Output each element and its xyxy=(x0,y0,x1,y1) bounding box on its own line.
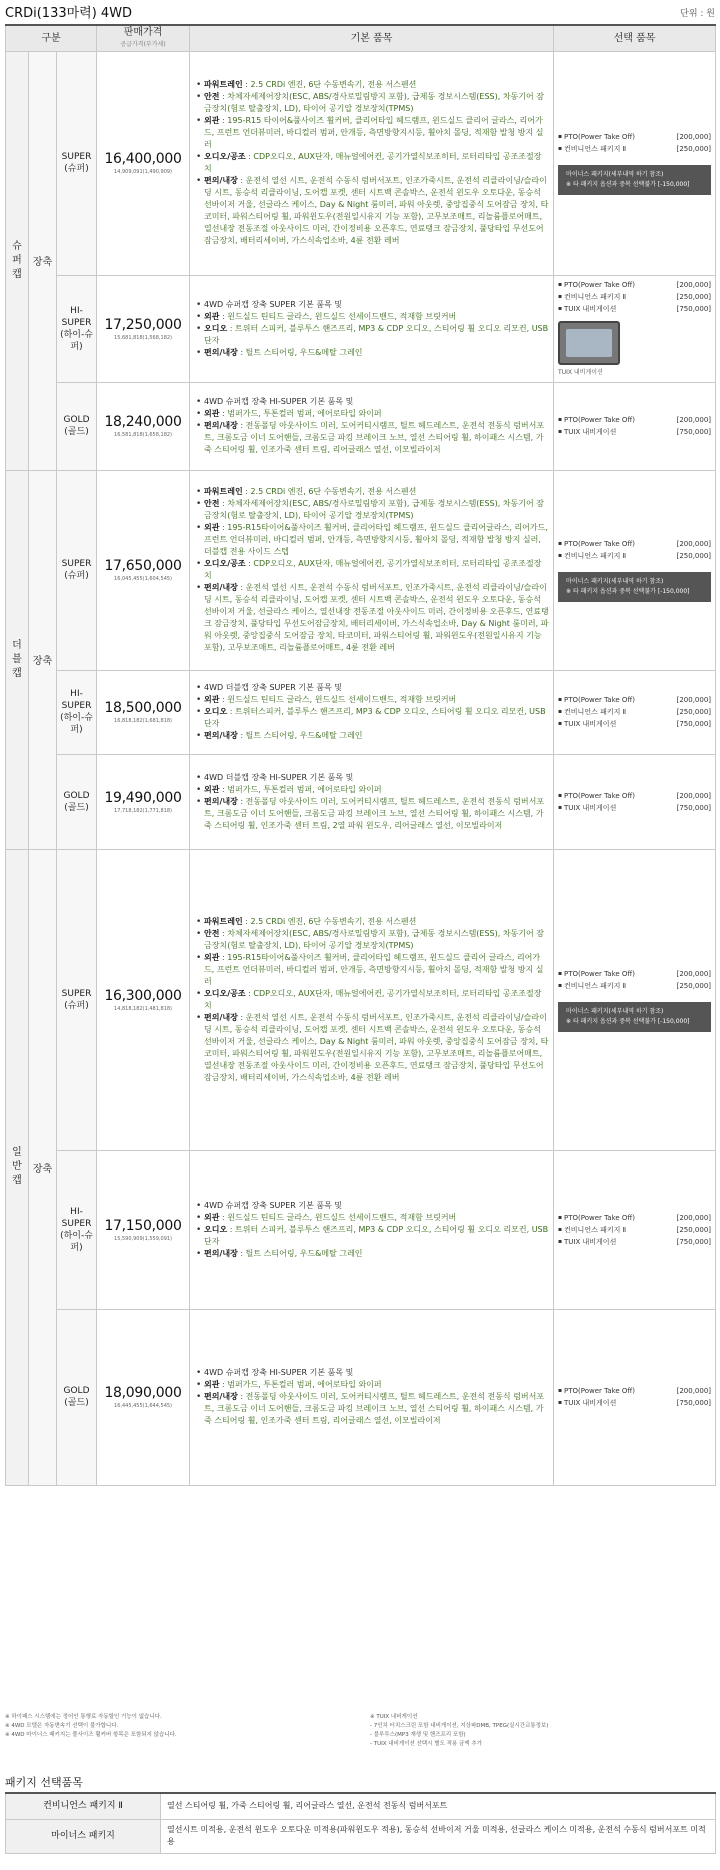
basic-item-category: 편의/내장 xyxy=(204,583,238,592)
basic-item xyxy=(196,115,549,151)
trim-name-cell: HI-SUPER (하이-슈퍼) xyxy=(57,275,97,382)
footnotes-left xyxy=(5,1713,305,1740)
basic-item-text: : 전동폴딩 아웃사이드 미러, 도어커티시램프, 틸트 헤드레스트, 운전석 전동식 럼버서포트, 크롬도금 이너 도어핸들, 크롬도금 파킹 브레이크 노브, 열선 스티어링 휠, 하이패스 시스템, 가죽 스티어링 휠, 인조가죽 센터 트림, 2열 파워 윈도우, 리어글래스 열선, 이모빌라이저 xyxy=(204,796,545,830)
price-cell xyxy=(97,670,190,754)
basic-item xyxy=(196,1224,549,1248)
option-item xyxy=(558,1224,711,1236)
basic-items-cell xyxy=(190,382,554,470)
footnotes-right xyxy=(370,1713,690,1749)
option-price: [200,000] xyxy=(676,416,712,424)
col-header-option: 선택 품목 xyxy=(554,25,716,51)
basic-item-category: 오디오/공조 xyxy=(204,559,246,568)
footnote-line: ※ 하이패스 시스템에는 정어인 통행료 자동할인 기능이 없습니다. xyxy=(5,1714,162,1720)
footnote-line: - 블루투스(MP3 재생 및 핸즈프리 포함) xyxy=(370,1732,466,1738)
option-items-cell xyxy=(554,275,716,382)
basic-items-list xyxy=(196,916,549,1084)
basic-item-text: : 범퍼가드, 투톤컬러 범퍼, 에어로타입 와이퍼 xyxy=(219,784,382,794)
basic-item-text: : 운전석 열선 시트, 운전석 수동식 럼버서포트, 인조가죽시트, 운전석 리클라이닝/슬라이딩 시트, 동승석 리클라이닝, 도어캡 포켓, 센터 시트백 콘솔박스, 운전석 윈도우 오토다운, 동승석 선바이저 거울, 선글라스 케이스, Day & Night 룸미러, 파워 아웃렛, 중앙집중식 도어잠금 장치, 타코미터, 파워스티어링 휠, 파워윈도우(전원일시유지 기능 포함), 고무보조매트, 리놀륨플로어매트, 열선내장 전동조절 아웃사이드 미러, 간이정비용 오픈후드, 연료탱크 잠금장치, 풀당타입 무선도어잠금장치, 배터리세이버, 가스식속업소바, 4륜 전환 레버 xyxy=(204,176,549,245)
table-row xyxy=(6,51,716,275)
basic-item-text: : 전동폴딩 아웃사이드 미러, 도어커티시램프, 틸트 헤드레스트, 운전석 전동식 럼버서포트, 크롬도금 이너 도어핸들, 크롬도금 파킹 브레이크 노브, 열선 스티어링 휠, 하이패스 시스템, 가죽 스티어링 휠, 인조가죽 센터 트림, 리어글래스 열선, 이모빌라이저 xyxy=(204,1392,545,1425)
package-description: 열선시트 미적용, 운전석 윈도우 오토다운 미적용(파워윈도우 적용), 동승석 선바이저 거울 미적용, 선글라스 케이스 미적용, 운전석 수동식 럼버서포트 미적용 xyxy=(161,1819,716,1853)
basic-item-category: 외관 xyxy=(204,523,220,532)
basic-item xyxy=(196,323,549,347)
wheelbase-cell: 장축 xyxy=(29,51,57,470)
price-supply-value: 16,045,455(1,604,545) xyxy=(114,576,173,582)
option-name: ▪ PTO(Power Take Off) xyxy=(558,538,635,550)
basic-item-text: : 운전석 열선 시트, 운전석 수동식 럼버서포트, 인조가죽시트, 운전석 리클라이닝/슬라이딩 시트, 동승석 리클라이닝, 도어캡 포켓, 센터 시트백 콘솔박스, 운전석 윈도우 오토다운, 동승석 선바이저 거울, 선글라스 케이스, 열선내장 전동조절 아웃사이드 미러, 간이정비용 오픈후드, 연료탱크 잠금장치, 풀당타입 무선도어잠금장치, 배터리세이버, 가스식속업소바, Day & Night 룸미러, 파워 아웃렛, 중앙집중식 도어잠금 장치, 타코미터, 파워스티어링 휠, 파워윈도우(전원일시유지 기능 포함), 고무보조매트, 리놀륨플로어매트, 4륜 전환 레버 xyxy=(204,583,549,652)
basic-item-category: 편의/내장 xyxy=(204,347,238,357)
option-name: ▪ PTO(Power Take Off) xyxy=(558,790,635,802)
basic-item-text: : 차체자세제어장치(ESC, ABS/경사로밀림방지 포함), 급제동 경보시스템(ESS), 차동기어 잠금장치(험로 탈출장치, LD), 타이어 공기압 경보장치(TPMS) xyxy=(204,928,545,950)
option-name: ▪ TUIX 내비게이션 xyxy=(558,802,616,814)
navigation-image xyxy=(558,321,620,365)
col-header-group: 구분 xyxy=(6,25,97,51)
option-name: ▪ PTO(Power Take Off) xyxy=(558,1212,635,1224)
basic-item-category: 파워트레인 xyxy=(204,916,243,926)
basic-item-category: 외관 xyxy=(204,784,220,794)
basic-item xyxy=(196,175,549,247)
footnotes xyxy=(5,1713,715,1753)
option-name: ▪ PTO(Power Take Off) xyxy=(558,968,635,980)
price-value: 17,650,000 xyxy=(104,558,182,574)
cab-type-cell xyxy=(6,470,29,849)
basic-item-category: 오디오/공조 xyxy=(204,988,246,998)
basic-item xyxy=(196,730,549,742)
wheelbase-cell: 장축 xyxy=(29,470,57,849)
option-items-cell xyxy=(554,754,716,849)
option-item xyxy=(558,131,711,143)
basic-item-text: : 2.5 CRDi 엔진, 6단 수동변속기, 전용 서스펜션 xyxy=(242,80,417,89)
price-cell xyxy=(97,849,190,1150)
basic-item xyxy=(196,1391,549,1427)
package-row xyxy=(6,1793,716,1819)
option-item xyxy=(558,706,711,718)
basic-item-text: : 195-R15타이어&풀사이즈 휠커버, 클리어타입 헤드램프, 윈드실드 클리어 글라스, 리어가드, 프런트 언더뷰미러, 바디컬러 범퍼, 안개등, 측면방향지시등, 휠아치 몰딩, 적재함 발청 방지 실러 xyxy=(204,952,544,986)
table-row xyxy=(6,470,716,670)
option-item xyxy=(558,550,711,562)
trim-name-cell: SUPER (슈퍼) xyxy=(57,51,97,275)
basic-item-category: 오디오 xyxy=(204,1224,228,1234)
option-item xyxy=(558,718,711,730)
option-price: [750,000] xyxy=(676,1399,712,1407)
cab-type-cell xyxy=(6,51,29,470)
option-price: [750,000] xyxy=(676,428,712,436)
basic-item-text: : 틸트 스티어링, 우드&메탈 그레인 xyxy=(237,347,363,357)
basic-item xyxy=(196,311,549,323)
option-price: [750,000] xyxy=(676,720,712,728)
footnote-line: - 7인치 터치스크린 포함 내비게이션, 지상파DMB, TPEG(실시간교통정보) xyxy=(370,1723,549,1729)
basic-items-list xyxy=(196,1200,549,1260)
basic-item-text: : CDP오디오, AUX단자, 매뉴얼에어컨, 공기가열식보조히터, 로터리타입 공조조절장치 xyxy=(204,988,542,1010)
trim-name-cell: SUPER (슈퍼) xyxy=(57,849,97,1150)
basic-item-text: : 윈드실드 틴티드 글라스, 윈드실드 선세이드밴드, 적재함 브릿커버 xyxy=(219,695,457,704)
basic-item xyxy=(196,796,549,832)
minus-package-title: 마이너스 패키지(세부내역 하기 참조) xyxy=(566,171,664,178)
basic-item xyxy=(196,682,549,694)
option-price: [200,000] xyxy=(676,540,712,548)
table-row xyxy=(6,275,716,382)
option-name: ▪ TUIX 내비게이션 xyxy=(558,1397,616,1409)
price-cell xyxy=(97,51,190,275)
option-name: ▪ PTO(Power Take Off) xyxy=(558,131,635,143)
option-items-cell xyxy=(554,382,716,470)
option-item xyxy=(558,802,711,814)
basic-item-text: : 틸트 스티어링, 우드&메탈 그레인 xyxy=(237,731,363,740)
price-cell xyxy=(97,754,190,849)
table-row xyxy=(6,1309,716,1485)
minus-package-box xyxy=(558,165,711,195)
option-name: ▪ 컨비니언스 패키지 Ⅱ xyxy=(558,550,626,562)
option-items-cell xyxy=(554,1309,716,1485)
option-name: ▪ PTO(Power Take Off) xyxy=(558,1385,635,1397)
option-item xyxy=(558,538,711,550)
option-name: ▪ 컨비니언스 패키지 Ⅱ xyxy=(558,291,626,303)
basic-item xyxy=(196,1200,549,1212)
option-name: ▪ 컨비니언스 패키지 Ⅱ xyxy=(558,706,626,718)
option-name: ▪ TUIX 내비게이션 xyxy=(558,718,616,730)
basic-item-category: 외관 xyxy=(204,409,220,418)
trim-name-cell: GOLD (골드) xyxy=(57,382,97,470)
basic-item-category: 오디오/공조 xyxy=(204,152,246,161)
minus-package-title: 마이너스 패키지(세부내역 하기 참조) xyxy=(566,1007,664,1015)
option-price: [250,000] xyxy=(676,145,712,153)
basic-item xyxy=(196,396,549,408)
option-item xyxy=(558,291,711,303)
option-item xyxy=(558,1385,711,1397)
basic-item xyxy=(196,582,549,654)
trim-name-cell: HI-SUPER (하이-슈퍼) xyxy=(57,1150,97,1309)
price-cell xyxy=(97,1150,190,1309)
basic-item-text: : 윈드실드 틴티드 글라스, 윈드실드 선세이드밴드, 적재함 브릿커버 xyxy=(219,1212,457,1222)
price-supply-value: 15,590,909(1,559,091) xyxy=(114,1235,173,1242)
price-supply-value: 14,909,091(1,490,909) xyxy=(114,169,173,175)
package-description: 열선 스티어링 휠, 가죽 스티어링 휠, 리어글라스 열선, 운전석 전동식 럼버서포트 xyxy=(161,1793,716,1819)
basic-item-text: 4WD 슈퍼캡 장축 SUPER 기본 품목 및 xyxy=(204,1200,343,1210)
trim-name-cell: GOLD (골드) xyxy=(57,754,97,849)
basic-items-cell xyxy=(190,470,554,670)
option-price: [200,000] xyxy=(676,969,712,978)
basic-item xyxy=(196,784,549,796)
option-name: ▪ TUIX 내비게이션 xyxy=(558,426,616,438)
basic-item-text: 4WD 슈퍼캡 장축 HI-SUPER 기본 품목 및 xyxy=(204,1368,354,1377)
minus-package-note: ※ 타 패키지 옵션과 중복 선택불가 [-150,000] xyxy=(566,588,690,595)
basic-item-text: : 틸트 스티어링, 우드&메탈 그레인 xyxy=(237,1248,363,1258)
option-items-cell xyxy=(554,670,716,754)
price-value: 18,090,000 xyxy=(104,1385,182,1401)
wheelbase-cell: 장축 xyxy=(29,849,57,1485)
basic-item-category: 편의/내장 xyxy=(204,1392,238,1401)
price-value: 18,500,000 xyxy=(104,700,182,716)
basic-item xyxy=(196,420,549,456)
basic-item-category: 안전 xyxy=(204,92,220,101)
basic-item xyxy=(196,91,549,115)
table-body xyxy=(6,51,716,1485)
package-table xyxy=(5,1792,716,1854)
price-value: 19,490,000 xyxy=(104,789,182,806)
basic-item-text: 4WD 더블캡 장축 SUPER 기본 품목 및 xyxy=(204,683,343,692)
option-price: [200,000] xyxy=(676,696,712,704)
basic-item-category: 외관 xyxy=(204,311,220,321)
option-name: ▪ 컨비니언스 패키지 Ⅱ xyxy=(558,980,626,992)
basic-item-text: : 트위터 스피커, 블루투스 핸즈프리, MP3 & CDP 오디오, 스티어링 휠 오디오 리모컨, USB단자 xyxy=(204,1224,549,1246)
cab-type-cell xyxy=(6,849,29,1485)
price-supply-value: 16,445,455(1,644,545) xyxy=(114,1403,173,1409)
option-price: [250,000] xyxy=(676,1225,712,1234)
basic-item-category: 파워트레인 xyxy=(204,80,243,89)
col-header-basic: 기본 품목 xyxy=(190,25,554,51)
basic-items-list xyxy=(196,772,549,832)
basic-item-text: : 윈드실드 틴티드 글라스, 윈드실드 선세이드밴드, 적재함 브릿커버 xyxy=(219,311,457,321)
basic-item-category: 외관 xyxy=(204,1212,220,1222)
basic-item-category: 파워트레인 xyxy=(204,487,243,496)
price-value: 16,400,000 xyxy=(104,151,182,167)
footnote-line: ※ 4WD 마이너스 패키지는 풀사이즈 휠커버 항목은 포함되지 않습니다. xyxy=(5,1732,177,1738)
basic-items-cell xyxy=(190,849,554,1150)
package-table-body xyxy=(6,1793,716,1853)
option-item xyxy=(558,790,711,802)
basic-item xyxy=(196,1379,549,1391)
footnote-line: ※ 4WD 모델은 자동변속기 선택이 불가합니다. xyxy=(5,1723,119,1729)
option-price: [250,000] xyxy=(676,708,712,716)
trim-name-cell: SUPER (슈퍼) xyxy=(57,470,97,670)
basic-item-text: : 전동폴딩 아웃사이드 미러, 도어커티시램프, 틸트 헤드레스트, 운전석 전동식 럼버서포트, 크롬도금 이너 도어핸들, 크롬도금 파킹 브레이크 노브, 열선 스티어링 휠, 하이패스 시스템, 가죽 스티어링 휠, 인조가죽 센터 트림, 리어글래스 열선, 이모빌라이저 xyxy=(204,421,545,454)
table-row xyxy=(6,754,716,849)
price-supply-value: 16,581,818(1,658,182) xyxy=(114,432,173,438)
option-price: [200,000] xyxy=(676,133,712,141)
basic-items-list xyxy=(196,396,549,456)
table-row xyxy=(6,1150,716,1309)
basic-item-text: : CDP오디오, AUX단자, 매뉴얼에어컨, 공기가열식보조히터, 로터리타입 공조조절장치 xyxy=(204,152,542,173)
price-supply-value: 17,718,182(1,771,818) xyxy=(114,807,173,814)
option-price: [750,000] xyxy=(676,1237,712,1246)
basic-item xyxy=(196,1012,549,1084)
basic-item-category: 외관 xyxy=(204,116,220,125)
option-items-cell xyxy=(554,470,716,670)
option-name: ▪ PTO(Power Take Off) xyxy=(558,279,635,291)
price-value: 18,240,000 xyxy=(104,414,182,430)
basic-item-text: 4WD 슈퍼캡 장축 HI-SUPER 기본 품목 및 xyxy=(204,397,354,406)
basic-items-list xyxy=(196,1367,549,1427)
basic-item-category: 외관 xyxy=(204,1380,220,1389)
unit-label: 단위 : 원 xyxy=(680,9,715,19)
table-row xyxy=(6,670,716,754)
option-name: ▪ PTO(Power Take Off) xyxy=(558,414,635,426)
price-supply-value: 14,818,182(1,481,818) xyxy=(114,1005,173,1012)
option-price: [750,000] xyxy=(676,304,712,313)
page-header xyxy=(5,2,715,24)
page-title: CRDi(133마력) 4WD xyxy=(5,6,133,21)
option-item xyxy=(558,1397,711,1409)
basic-item xyxy=(196,299,549,311)
cab-type-label: 일반캡 xyxy=(12,1147,22,1186)
basic-item xyxy=(196,952,549,988)
col-header-price xyxy=(97,25,190,51)
footnote-line: ※ TUIX 내비게이션 xyxy=(370,1714,418,1720)
price-header-sub: 공급가격(부가세) xyxy=(120,40,166,48)
trim-name-cell: GOLD (골드) xyxy=(57,1309,97,1485)
basic-item-text: : 범퍼가드, 투톤컬러 범퍼, 에어로타입 와이퍼 xyxy=(219,409,382,418)
option-name: ▪ PTO(Power Take Off) xyxy=(558,694,635,706)
package-section-title: 패키지 선택품목 xyxy=(5,1776,83,1789)
table-row xyxy=(6,849,716,1150)
trim-name-cell: HI-SUPER (하이-슈퍼) xyxy=(57,670,97,754)
basic-item xyxy=(196,1367,549,1379)
price-cell xyxy=(97,275,190,382)
basic-item-category: 편의/내장 xyxy=(204,176,238,185)
option-price: [200,000] xyxy=(676,1387,712,1395)
price-cell xyxy=(97,382,190,470)
price-header-label: 판매가격 xyxy=(123,26,163,38)
basic-item xyxy=(196,928,549,952)
basic-item-category: 오디오 xyxy=(204,323,228,333)
option-name: ▪ 컨비니언스 패키지 Ⅱ xyxy=(558,143,626,155)
basic-item xyxy=(196,1212,549,1224)
basic-item-category: 안전 xyxy=(204,928,220,938)
basic-item-category: 외관 xyxy=(204,695,220,704)
option-item xyxy=(558,1212,711,1224)
basic-items-list xyxy=(196,79,549,247)
option-items-cell xyxy=(554,849,716,1150)
option-price: [250,000] xyxy=(676,981,712,990)
navigation-caption: TUIX 내비게이션 xyxy=(558,368,603,376)
option-price: [250,000] xyxy=(676,552,712,560)
basic-item xyxy=(196,772,549,784)
option-item xyxy=(558,143,711,155)
basic-item-category: 편의/내장 xyxy=(204,796,238,806)
basic-item-text: : 195-R15타이어&풀사이즈 휠커버, 클리어타입 헤드램프, 윈드실드 클리어글라스, 리어가드, 프런트 언더뷰미러, 바디컬러 범퍼, 안개등, 측면방향지시등, 휠아치 몰딩, 적재함 발청 방지 실러, 더블캡 전용 사이드 스텝 xyxy=(204,523,548,556)
basic-item-text: : 트위터 스피커, 블루투스 핸즈프리, MP3 & CDP 오디오, 스티어링 휠 오디오 리모컨, USB단자 xyxy=(204,323,549,345)
basic-item xyxy=(196,79,549,91)
basic-item xyxy=(196,916,549,928)
basic-item-category: 편의/내장 xyxy=(204,1012,238,1022)
basic-item xyxy=(196,498,549,522)
basic-item xyxy=(196,151,549,175)
basic-items-cell xyxy=(190,275,554,382)
minus-package-title: 마이너스 패키지(세부내역 하기 참조) xyxy=(566,578,664,585)
basic-items-cell xyxy=(190,754,554,849)
basic-item xyxy=(196,988,549,1012)
option-item xyxy=(558,414,711,426)
package-name: 마이너스 패키지 xyxy=(6,1819,161,1853)
basic-items-cell xyxy=(190,1150,554,1309)
price-table xyxy=(5,24,716,1486)
basic-items-cell xyxy=(190,51,554,275)
basic-item-text: : 차체자세제어장치(ESC, ABS/경사로밀림방지 포함), 급제동 경보시스템(ESS), 차동기어 잠금장치(험로 탈출장치, LD), 타이어 공기압 경보장치(TPMS) xyxy=(204,92,545,113)
price-cell xyxy=(97,470,190,670)
minus-package-box xyxy=(558,1002,711,1032)
cab-type-label: 슈퍼캡 xyxy=(12,240,22,280)
option-item xyxy=(558,1236,711,1248)
basic-items-list xyxy=(196,486,549,654)
basic-item-text: : 195-R15 타이어&풀사이즈 휠커버, 클리어타입 헤드램프, 윈드실드 클리어 글라스, 리어가드, 프런트 언더뷰미러, 바디컬러 범퍼, 안개등, 측면방향지시등, 휠아치 몰딩, 적재함 발청 방지 실러 xyxy=(204,116,544,149)
basic-items-cell xyxy=(190,1309,554,1485)
basic-item-text: : 차체자세제어장치(ESC, ABS/경사로밀림방지 포함), 급제동 경보시스템(ESS), 차동기어 잠금장치(험로 탈출장치, LD), 타이어 공기압 경보장치(TPMS) xyxy=(204,499,545,520)
basic-item-category: 편의/내장 xyxy=(204,1248,238,1258)
option-price: [250,000] xyxy=(676,292,712,301)
minus-package-note: ※ 타 패키지 옵션과 중복 선택불가 [-150,000] xyxy=(566,1017,690,1025)
footnote-line: - TUIX 내비게이션 선택시 별도 적용 금액 추가 xyxy=(370,1741,483,1747)
basic-items-cell xyxy=(190,670,554,754)
price-cell xyxy=(97,1309,190,1485)
option-name: ▪ TUIX 내비게이션 xyxy=(558,303,616,315)
basic-item-category: 오디오 xyxy=(204,707,228,716)
basic-item-category: 안전 xyxy=(204,499,220,508)
basic-item xyxy=(196,522,549,558)
price-supply-value: 16,818,182(1,681,818) xyxy=(114,718,173,724)
basic-item-text: 4WD 더블캡 장축 HI-SUPER 기본 품목 및 xyxy=(204,772,354,782)
table-row xyxy=(6,382,716,470)
package-name: 컨비니언스 패키지 Ⅱ xyxy=(6,1793,161,1819)
option-items-cell xyxy=(554,1150,716,1309)
basic-item-category: 편의/내장 xyxy=(204,731,238,740)
basic-item-category: 편의/내장 xyxy=(204,421,238,430)
package-row xyxy=(6,1819,716,1853)
basic-item-text: : 트위터스피커, 블루투스 핸즈프리, MP3 & CDP 오디오, 스티어링 휠 오디오 리모컨, USB단자 xyxy=(204,707,546,728)
option-price: [750,000] xyxy=(676,803,712,812)
basic-items-list xyxy=(196,682,549,742)
price-value: 16,300,000 xyxy=(104,987,182,1004)
option-price: [200,000] xyxy=(676,1213,712,1222)
basic-item-text: : 2.5 CRDi 엔진, 6단 수동변속기, 전용 서스펜션 xyxy=(242,916,417,926)
cab-type-label: 더블캡 xyxy=(12,639,22,679)
option-name: ▪ 컨비니언스 패키지 Ⅱ xyxy=(558,1224,626,1236)
option-item xyxy=(558,426,711,438)
basic-item-category: 외관 xyxy=(204,952,220,962)
basic-item-text: : 운전석 열선 시트, 운전석 수동식 럼버서포트, 인조가죽시트, 운전석 리클라이닝/슬라이딩 시트, 동승석 리클라이닝, 도어캡 포켓, 센터 시트백 콘솔박스, 운전석 윈도우 오토다운, 동승석 선바이저 거울, 선글라스 케이스, Day & Night 룸미러, 파워 아웃렛, 중앙집중식 도어잠금 장치, 타코미터, 파워스티어링 휠, 파워윈도우(전원일시유지 기능 포함), 고무보조매트, 리놀륨플로어매트, 열선내장 전동조절 아웃사이드 미러, 간이정비용 오픈후드, 연료탱크 잠금장치, 풀당타입 무선도어잠금장치, 배터리세이버, 가스식속업소바, 4륜 전환 레버 xyxy=(204,1012,549,1082)
basic-item-text: : 범퍼가드, 투톤컬러 범퍼, 에어로타입 와이퍼 xyxy=(219,1380,382,1389)
basic-item xyxy=(196,694,549,706)
option-item xyxy=(558,279,711,291)
price-value: 17,150,000 xyxy=(104,1217,182,1234)
option-items-cell xyxy=(554,51,716,275)
basic-item xyxy=(196,1248,549,1260)
option-price: [200,000] xyxy=(676,280,712,289)
basic-item xyxy=(196,706,549,730)
basic-item xyxy=(196,408,549,420)
option-item xyxy=(558,694,711,706)
basic-item xyxy=(196,486,549,498)
option-name: ▪ TUIX 내비게이션 xyxy=(558,1236,616,1248)
basic-items-list xyxy=(196,299,549,359)
option-item xyxy=(558,968,711,980)
option-item xyxy=(558,980,711,992)
option-price: [200,000] xyxy=(676,791,712,800)
price-value: 17,250,000 xyxy=(104,316,182,333)
basic-item-text: : 2.5 CRDi 엔진, 6단 수동변속기, 전용 서스펜션 xyxy=(242,487,417,496)
basic-item-text: 4WD 슈퍼캡 장축 SUPER 기본 품목 및 xyxy=(204,299,343,309)
table-header-row xyxy=(6,25,716,51)
basic-item xyxy=(196,558,549,582)
price-supply-value: 15,681,818(1,568,182) xyxy=(114,334,173,341)
basic-item-text: : CDP오디오, AUX단자, 매뉴얼에어컨, 공기가열식보조히터, 로터리타입 공조조절장치 xyxy=(204,559,542,580)
minus-package-box xyxy=(558,572,711,602)
basic-item xyxy=(196,347,549,359)
option-item xyxy=(558,303,711,315)
minus-package-note: ※ 타 패키지 옵션과 중복 선택불가 [-150,000] xyxy=(566,181,690,188)
